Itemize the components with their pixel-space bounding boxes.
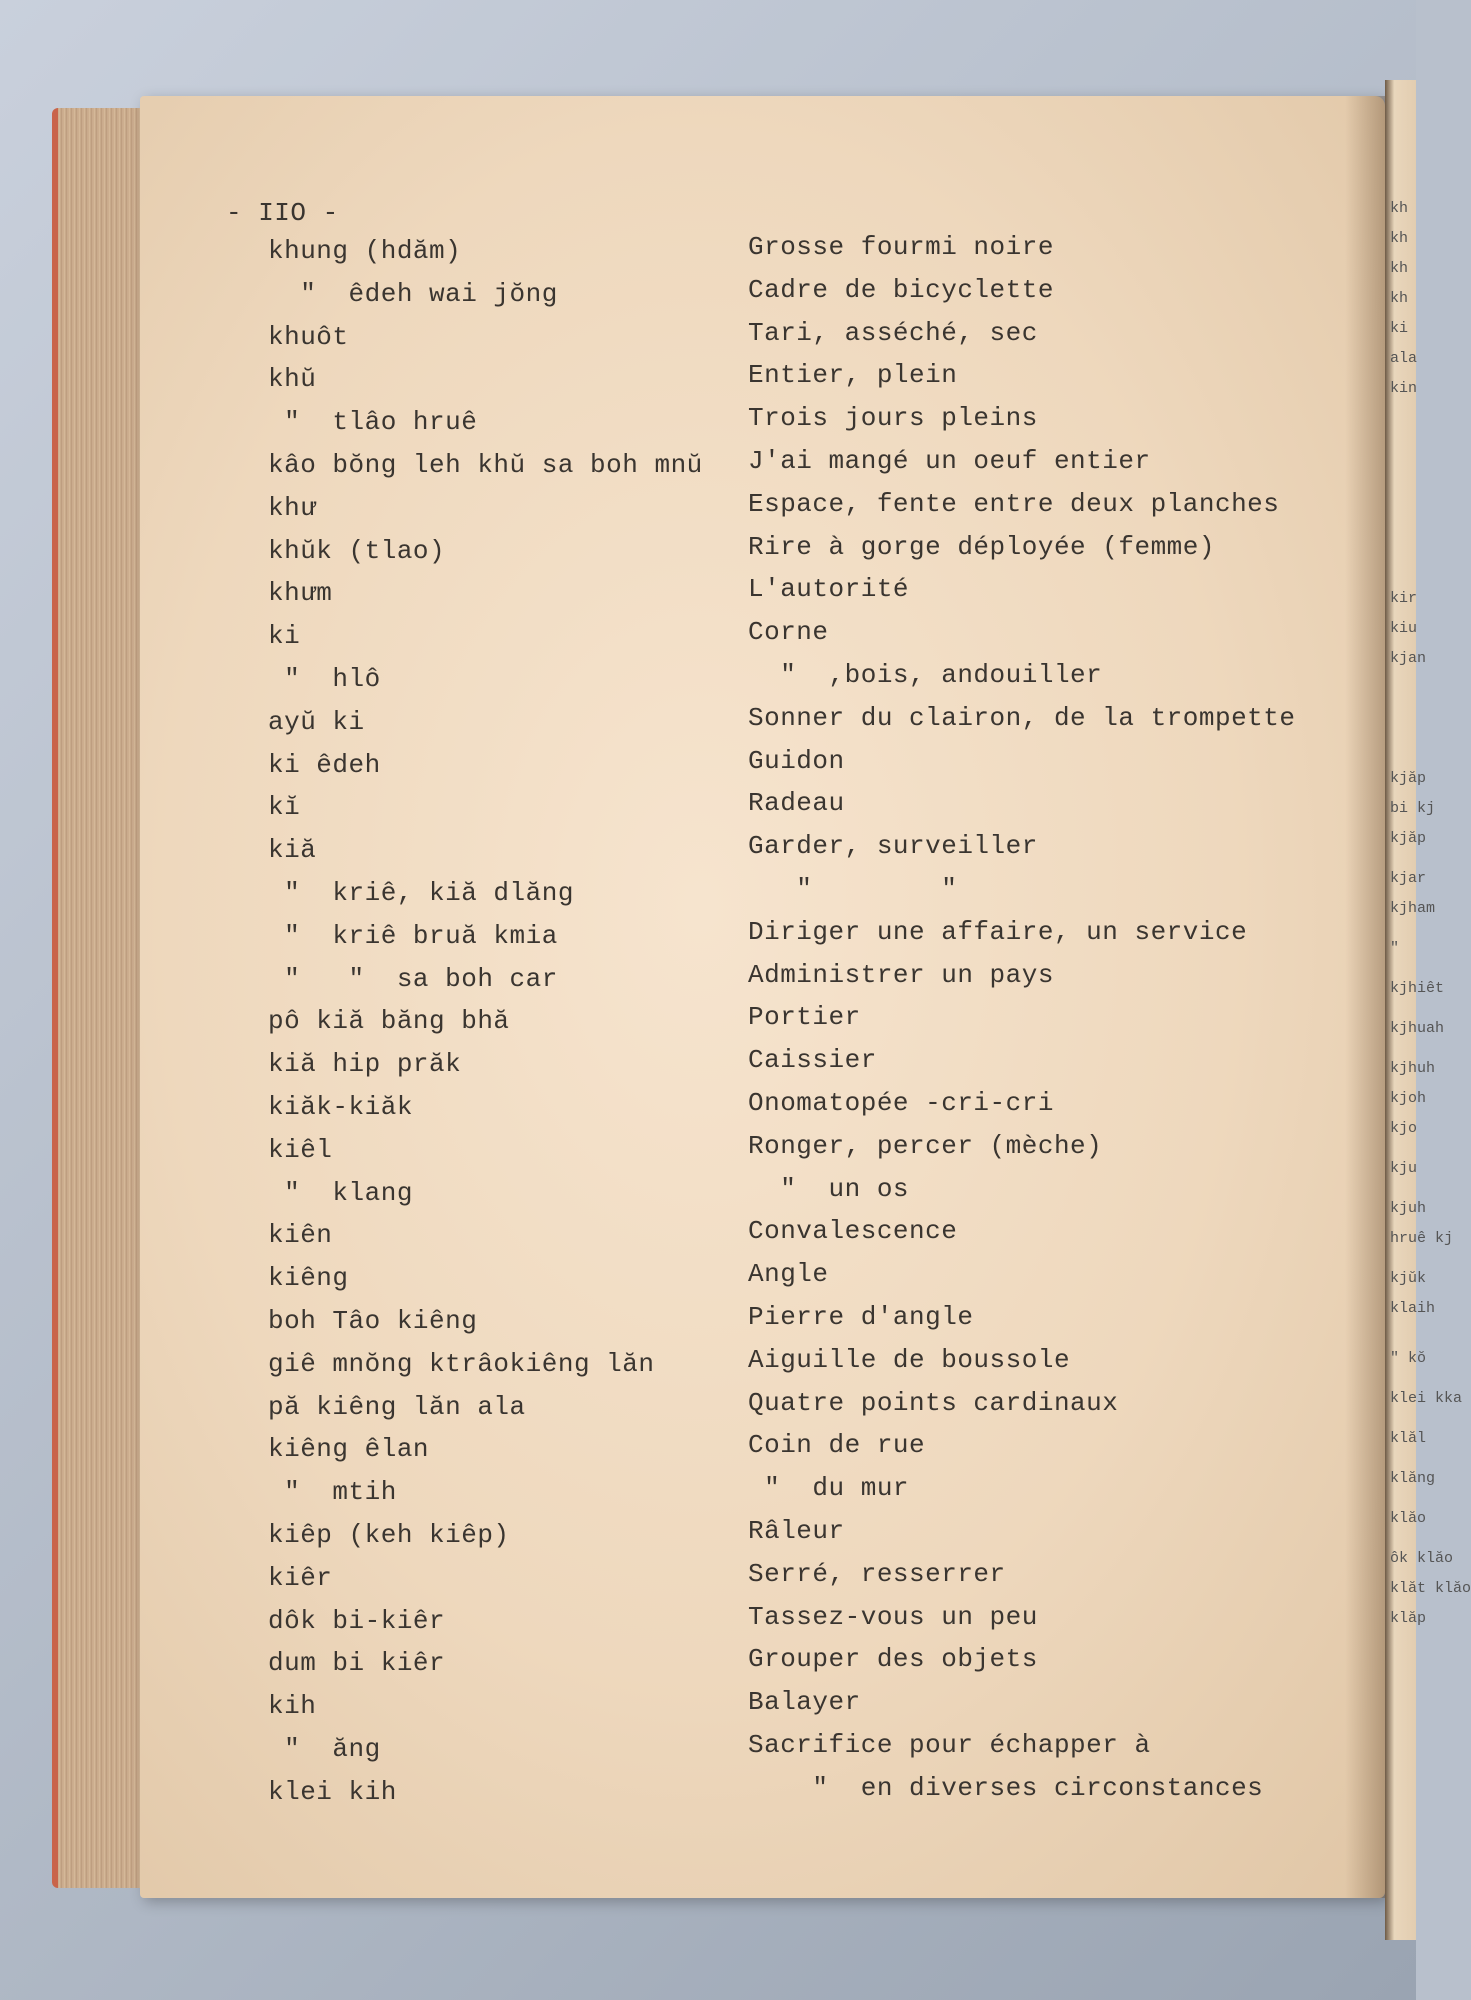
entry-headword: kiă [268,835,317,866]
page-number: - IIO - [226,198,339,228]
entry-definition: Tassez-vous un peu [748,1601,1038,1632]
page-gutter-shadow [1345,96,1385,1898]
entry-headword: ayŭ ki [268,706,365,737]
entry-headword: kiên [268,1220,333,1251]
adjacent-page-fragment: kjhiêt [1390,980,1445,997]
entry-definition: Serré, resserrer [748,1558,1006,1589]
entry-headword: kih [268,1691,317,1722]
entry-headword: klei kih [268,1776,397,1807]
entry-headword: kiêng êlan [268,1434,430,1465]
adjacent-page-fragment: kjhuh [1390,1060,1436,1077]
entry-headword: kĭ [268,792,301,823]
adjacent-page-fragment: kjar [1390,870,1427,887]
entry-definition: Guidon [748,745,845,776]
adjacent-page-fragment: kjoh [1390,1090,1427,1107]
adjacent-page-fragment: kju [1390,1160,1418,1177]
adjacent-page-fragment: kh [1390,230,1409,247]
entry-headword: kiêr [268,1562,333,1593]
entry-definition: Grouper des objets [748,1644,1038,1675]
adjacent-page-fragment: kir [1390,590,1418,607]
adjacent-page-fragment: klaih [1390,1300,1436,1317]
adjacent-page-fragment: klăo [1390,1510,1427,1527]
entry-definition: L'autorité [748,574,910,605]
adjacent-page-fragment: klăng [1390,1470,1436,1487]
adjacent-page-fragment: kh [1390,290,1409,307]
entry-definition: Cadre de bicyclette [748,274,1054,305]
adjacent-page-fragment: ôk klăo [1390,1550,1454,1567]
entry-headword: dôk bi-kiêr [268,1605,446,1636]
entry-headword: " mtih [268,1477,397,1508]
adjacent-page-fragment: klăp [1390,1610,1427,1627]
entry-headword: khung (hdăm) [268,236,462,266]
entry-definition: " " [748,874,958,904]
adjacent-page-fragment: kjham [1390,900,1436,917]
entry-definition: Convalescence [748,1216,958,1247]
entry-definition: Rire à gorge déployée (femme) [748,531,1215,562]
adjacent-page-fragment: kjŭk [1390,1270,1427,1287]
entry-headword: " kriê, kiă dlăng [268,878,574,908]
entry-headword: khuôt [268,321,349,352]
entry-headword: kiă hip prăk [268,1049,462,1080]
entry-definition: Entier, plein [748,360,958,391]
adjacent-page-fragment: klei kka [1390,1390,1463,1407]
entry-headword: kiêng [268,1263,349,1294]
adjacent-page-fragment: ala [1390,350,1418,367]
adjacent-page-fragment: kin [1390,380,1418,397]
entry-definition: " ,bois, andouiller [748,660,1103,690]
entry-headword: " klang [268,1177,413,1208]
entry-definition: Diriger une affaire, un service [748,916,1248,947]
adjacent-page-fragment: klăl [1390,1430,1427,1447]
entry-definition: Portier [748,1002,861,1033]
entry-headword: giê mnŏng ktrâokiêng lăn [268,1348,655,1379]
adjacent-page-fragment: " [1390,940,1400,957]
entry-definition: J'ai mangé un oeuf entier [748,446,1151,476]
entry-definition: Corne [748,617,829,648]
entry-definition: Grosse fourmi noire [748,232,1054,262]
entry-definition: " du mur [748,1473,910,1504]
entry-headword: kiêl [268,1134,333,1165]
entry-headword: dum bi kiêr [268,1648,446,1679]
adjacent-page-fragment: kjăp [1390,830,1427,847]
entry-headword: khŭ [268,364,317,395]
entry-headword: khưm [268,578,333,609]
entry-definition: Caissier [748,1045,877,1076]
adjacent-page-fragment: kjhuah [1390,1020,1445,1037]
entry-headword: " tlâo hruê [268,407,478,438]
entry-headword: kiăk-kiăk [268,1092,413,1122]
entry-definition: Administrer un pays [748,959,1054,990]
entry-definition: Sacrifice pour échapper à [748,1730,1151,1760]
entry-definition: Espace, fente entre deux planches [748,488,1280,519]
entry-definition: Aiguille de boussole [748,1344,1071,1375]
entry-headword: ki [268,621,301,652]
entry-headword: kiêp (keh kiêp) [268,1520,510,1550]
adjacent-page-fragment: " kŏ [1390,1350,1427,1367]
entry-definition: Ronger, percer (mèche) [748,1130,1103,1161]
entry-definition: Quatre points cardinaux [748,1387,1119,1418]
adjacent-page-fragment: kh [1390,260,1409,277]
entry-headword: " " sa boh car [268,963,558,994]
entry-headword: khư [268,492,317,523]
entry-definition: Onomatopée -cri-cri [748,1088,1054,1118]
adjacent-page-fragment: hruê kj [1390,1230,1454,1247]
entry-headword: kâo bŏng leh khŭ sa boh mnŭ [268,450,703,480]
adjacent-page-fragment: bi kj [1390,800,1436,817]
adjacent-page-fragment: kh [1390,200,1409,217]
entry-headword: " hlô [268,664,381,694]
entry-definition: Râleur [748,1516,845,1546]
entry-definition: Garder, surveiller [748,831,1038,862]
entry-headword: khŭk (tlao) [268,535,446,566]
adjacent-page-fragment: klăt klăo [1390,1580,1471,1597]
adjacent-page-fragment: kjăp [1390,770,1427,787]
entry-definition: Tari, asséché, sec [748,317,1038,348]
entry-definition: Angle [748,1259,829,1290]
entry-definition: Pierre d'angle [748,1302,974,1332]
entry-headword: " ăng [268,1734,381,1764]
entry-headword: boh Tâo kiêng [268,1306,478,1336]
entry-definition: Trois jours pleins [748,403,1038,434]
entry-headword: pô kiă băng bhă [268,1006,510,1037]
entry-headword: pă kiêng lăn ala [268,1391,526,1422]
entry-definition: " un os [748,1173,910,1204]
entry-definition: Radeau [748,788,845,819]
entry-definition: Balayer [748,1687,861,1718]
entry-headword: ki êdeh [268,749,381,780]
entry-headword: " êdeh wai jŏng [268,278,558,309]
adjacent-page-fragment: kiu [1390,620,1418,637]
adjacent-page-fragment: kjo [1390,1120,1418,1137]
adjacent-page-fragment: kjan [1390,650,1427,667]
adjacent-page-fragment: kjuh [1390,1200,1427,1217]
entry-definition: Sonner du clairon, de la trompette [748,702,1296,733]
entry-definition: " en diverses circonstances [748,1772,1264,1803]
adjacent-page-fragment: ki [1390,320,1409,337]
entry-headword: " kriê bruă kmia [268,920,558,951]
entry-definition: Coin de rue [748,1430,926,1461]
